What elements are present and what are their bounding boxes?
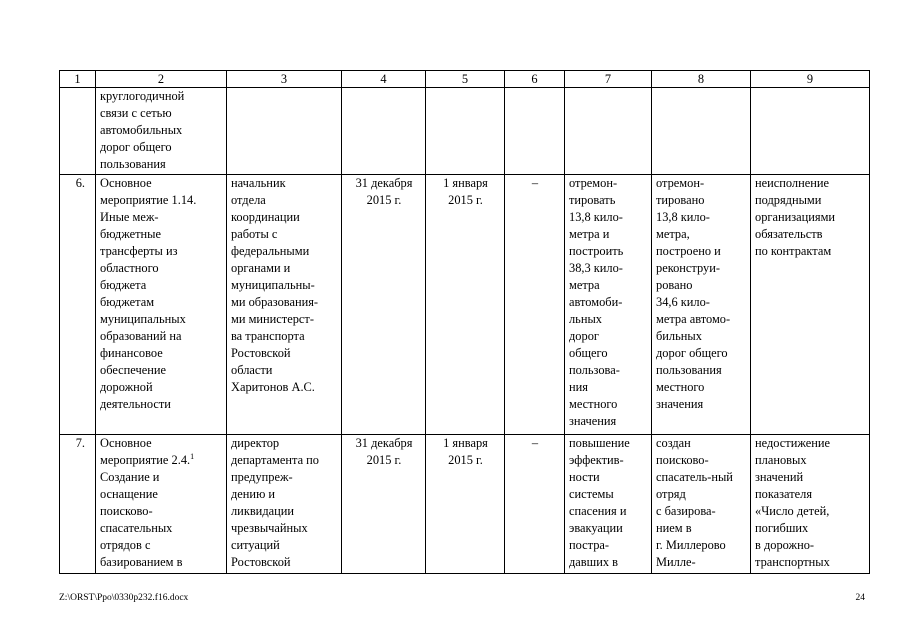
cell-line: бюджета — [100, 278, 147, 292]
planned-result-cell — [565, 175, 652, 435]
cell-line: построить — [569, 244, 624, 258]
cell-line: 1 января — [443, 176, 488, 190]
cell-line: 2015 г. — [448, 453, 483, 467]
column-header: 8 — [652, 71, 751, 88]
cell-line: пользования — [100, 157, 166, 171]
cell-line: в дорожно- — [755, 538, 815, 552]
col6-cell: – — [505, 175, 565, 435]
cell-line: Ростовской — [231, 555, 291, 569]
event-name-cell — [96, 88, 227, 175]
cell-line: ситуаций — [231, 538, 280, 552]
cell-line: ми образования- — [231, 295, 319, 309]
cell-line: отряд — [656, 487, 686, 501]
page-number: 24 — [855, 593, 865, 603]
cell-line: с базирова- — [656, 504, 716, 518]
cell-line: 2015 г. — [366, 453, 402, 467]
cell-line: «Число детей, — [755, 504, 830, 518]
cell-line: автомоби- — [569, 295, 623, 309]
actual-result-cell — [652, 175, 751, 435]
cell-line: Харитонов А.С. — [231, 380, 315, 394]
cell-line: транспортных — [755, 555, 830, 569]
table-row — [60, 435, 870, 574]
col6-cell — [505, 88, 565, 175]
cell-line: метра — [569, 278, 600, 292]
event-name-cell — [96, 435, 227, 574]
cell-line: координации — [231, 210, 300, 224]
cell-line: нием в — [656, 521, 692, 535]
cell-line: обязательств — [755, 227, 823, 241]
column-header: 2 — [96, 71, 227, 88]
column-header: 5 — [426, 71, 505, 88]
cell-line: ности — [569, 470, 600, 484]
cell-line: ровано — [656, 278, 693, 292]
cell-line: давших в — [569, 555, 618, 569]
cell-line: плановых — [755, 453, 807, 467]
cell-line: метра и — [569, 227, 610, 241]
cell-line: 2015 г. — [448, 193, 483, 207]
event-name-cell — [96, 175, 227, 435]
cell-line: 13,8 кило- — [656, 210, 710, 224]
planned-result-cell — [565, 435, 652, 574]
cell-line: Милле- — [656, 555, 696, 569]
cell-line: г. Миллерово — [656, 538, 726, 552]
cell-line: пользова- — [569, 363, 620, 377]
cell-line: реконструи- — [656, 261, 720, 275]
cell-line: Создание и — [100, 470, 160, 484]
cell-line: эвакуации — [569, 521, 623, 535]
cell-line: 2015 г. — [366, 193, 402, 207]
cell-line: местного — [569, 397, 618, 411]
responsible-cell — [227, 435, 342, 574]
cell-line: ликвидации — [231, 504, 295, 518]
cell-line: льных — [569, 312, 602, 326]
column-header: 3 — [227, 71, 342, 88]
cell-line: чрезвычайных — [231, 521, 308, 535]
cell-line: отремон- — [569, 176, 618, 190]
start-date-cell — [426, 435, 505, 574]
cell-line: обеспечение — [100, 363, 166, 377]
cell-line: отремон- — [656, 176, 705, 190]
cell-line: метра, — [656, 227, 690, 241]
cell-line: значения — [656, 397, 704, 411]
start-date-cell — [426, 175, 505, 435]
cell-line: связи с сетью — [100, 106, 172, 120]
cell-line: значения — [569, 414, 617, 428]
actual-result-cell — [652, 435, 751, 574]
cell-line: областного — [100, 261, 159, 275]
row-number-cell — [60, 88, 96, 175]
cell-line: тировать — [569, 193, 616, 207]
cell-line: местного — [656, 380, 705, 394]
cell-line: 38,3 кило- — [569, 261, 623, 275]
cell-line: 34,6 кило- — [656, 295, 710, 309]
planned-result-cell — [565, 88, 652, 175]
column-header: 7 — [565, 71, 652, 88]
cell-line: поисково- — [100, 504, 153, 518]
cell-line: 1 января — [443, 436, 488, 450]
row-number-cell: 7. — [60, 435, 96, 574]
cell-line: Основное — [100, 176, 152, 190]
cell-line: Ростовской — [231, 346, 291, 360]
cell-line: органами и — [231, 261, 291, 275]
cell-line: дорог — [569, 329, 599, 343]
cell-line: метра автомо- — [656, 312, 731, 326]
cell-line: федеральными — [231, 244, 310, 258]
column-header: 4 — [342, 71, 426, 88]
table-row — [60, 88, 870, 175]
table-row — [60, 175, 870, 435]
cell-line: отдела — [231, 193, 266, 207]
start-date-cell — [426, 88, 505, 175]
cell-line: ния — [569, 380, 588, 394]
cell-line: погибших — [755, 521, 809, 535]
cell-line: эффектив- — [569, 453, 624, 467]
cell-line: автомобильных — [100, 123, 183, 137]
column-header: 6 — [505, 71, 565, 88]
cell-line: бюджетам — [100, 295, 155, 309]
end-date-cell — [342, 88, 426, 175]
cell-line: базированием в — [100, 555, 183, 569]
cell-line: дорожной — [100, 380, 153, 394]
cell-line: ми министерст- — [231, 312, 314, 326]
cell-line: департамента по — [231, 453, 319, 467]
table-header-row — [60, 71, 870, 88]
events-table — [59, 70, 870, 574]
col6-cell: – — [505, 435, 565, 574]
cell-line: ва транспорта — [231, 329, 305, 343]
cell-line: 13,8 кило- — [569, 210, 623, 224]
cell-line: начальник — [231, 176, 286, 190]
cell-line: неисполнение — [755, 176, 829, 190]
actual-result-cell — [652, 88, 751, 175]
cell-line: поисково- — [656, 453, 709, 467]
responsible-cell — [227, 175, 342, 435]
end-date-cell — [342, 175, 426, 435]
cell-line: повышение — [569, 436, 630, 450]
cell-line: образований на — [100, 329, 182, 343]
cell-line: работы с — [231, 227, 278, 241]
cell-line: предупреж- — [231, 470, 293, 484]
column-header: 9 — [751, 71, 870, 88]
cell-line: бюджетные — [100, 227, 162, 241]
cell-line: организациями — [755, 210, 836, 224]
cell-line: области — [231, 363, 273, 377]
cell-line: Основное — [100, 436, 152, 450]
cell-line: муниципальны- — [231, 278, 315, 292]
cell-line: Иные меж- — [100, 210, 159, 224]
problems-cell — [751, 175, 870, 435]
column-header: 1 — [60, 71, 96, 88]
cell-line: спасения и — [569, 504, 627, 518]
cell-line: дорог общего — [656, 346, 728, 360]
cell-line: круглогодичной — [100, 89, 185, 103]
cell-line: отрядов с — [100, 538, 151, 552]
cell-line: спасатель-ный — [656, 470, 733, 484]
cell-line: создан — [656, 436, 691, 450]
cell-line: пользования — [656, 363, 722, 377]
cell-line: подрядными — [755, 193, 822, 207]
cell-line: дению и — [231, 487, 276, 501]
cell-line: построено и — [656, 244, 721, 258]
cell-line: муниципальных — [100, 312, 186, 326]
cell-line: мероприятие 1.14. — [100, 193, 197, 207]
cell-line: значений — [755, 470, 804, 484]
cell-line: тировано — [656, 193, 705, 207]
cell-line: трансферты из — [100, 244, 178, 258]
cell-line: 31 декабря — [355, 436, 413, 450]
cell-line: оснащение — [100, 487, 158, 501]
cell-line: постра- — [569, 538, 610, 552]
problems-cell — [751, 88, 870, 175]
cell-line: системы — [569, 487, 614, 501]
cell-line: показателя — [755, 487, 813, 501]
footnote-mark: 1 — [190, 452, 195, 461]
cell-line: мероприятие 2.4.$^1$ — [100, 452, 195, 467]
problems-cell — [751, 435, 870, 574]
cell-line: бильных — [656, 329, 702, 343]
responsible-cell — [227, 88, 342, 175]
cell-line: по контрактам — [755, 244, 832, 258]
cell-line: дорог общего — [100, 140, 172, 154]
cell-line: 31 декабря — [355, 176, 413, 190]
cell-line: финансовое — [100, 346, 163, 360]
cell-line: недостижение — [755, 436, 830, 450]
cell-line: спасательных — [100, 521, 173, 535]
cell-line: общего — [569, 346, 608, 360]
cell-line: директор — [231, 436, 280, 450]
row-number-cell: 6. — [60, 175, 96, 435]
end-date-cell — [342, 435, 426, 574]
file-path: Z:\ORST\Ppo\0330p232.f16.docx — [59, 593, 189, 603]
cell-line: деятельности — [100, 397, 171, 411]
